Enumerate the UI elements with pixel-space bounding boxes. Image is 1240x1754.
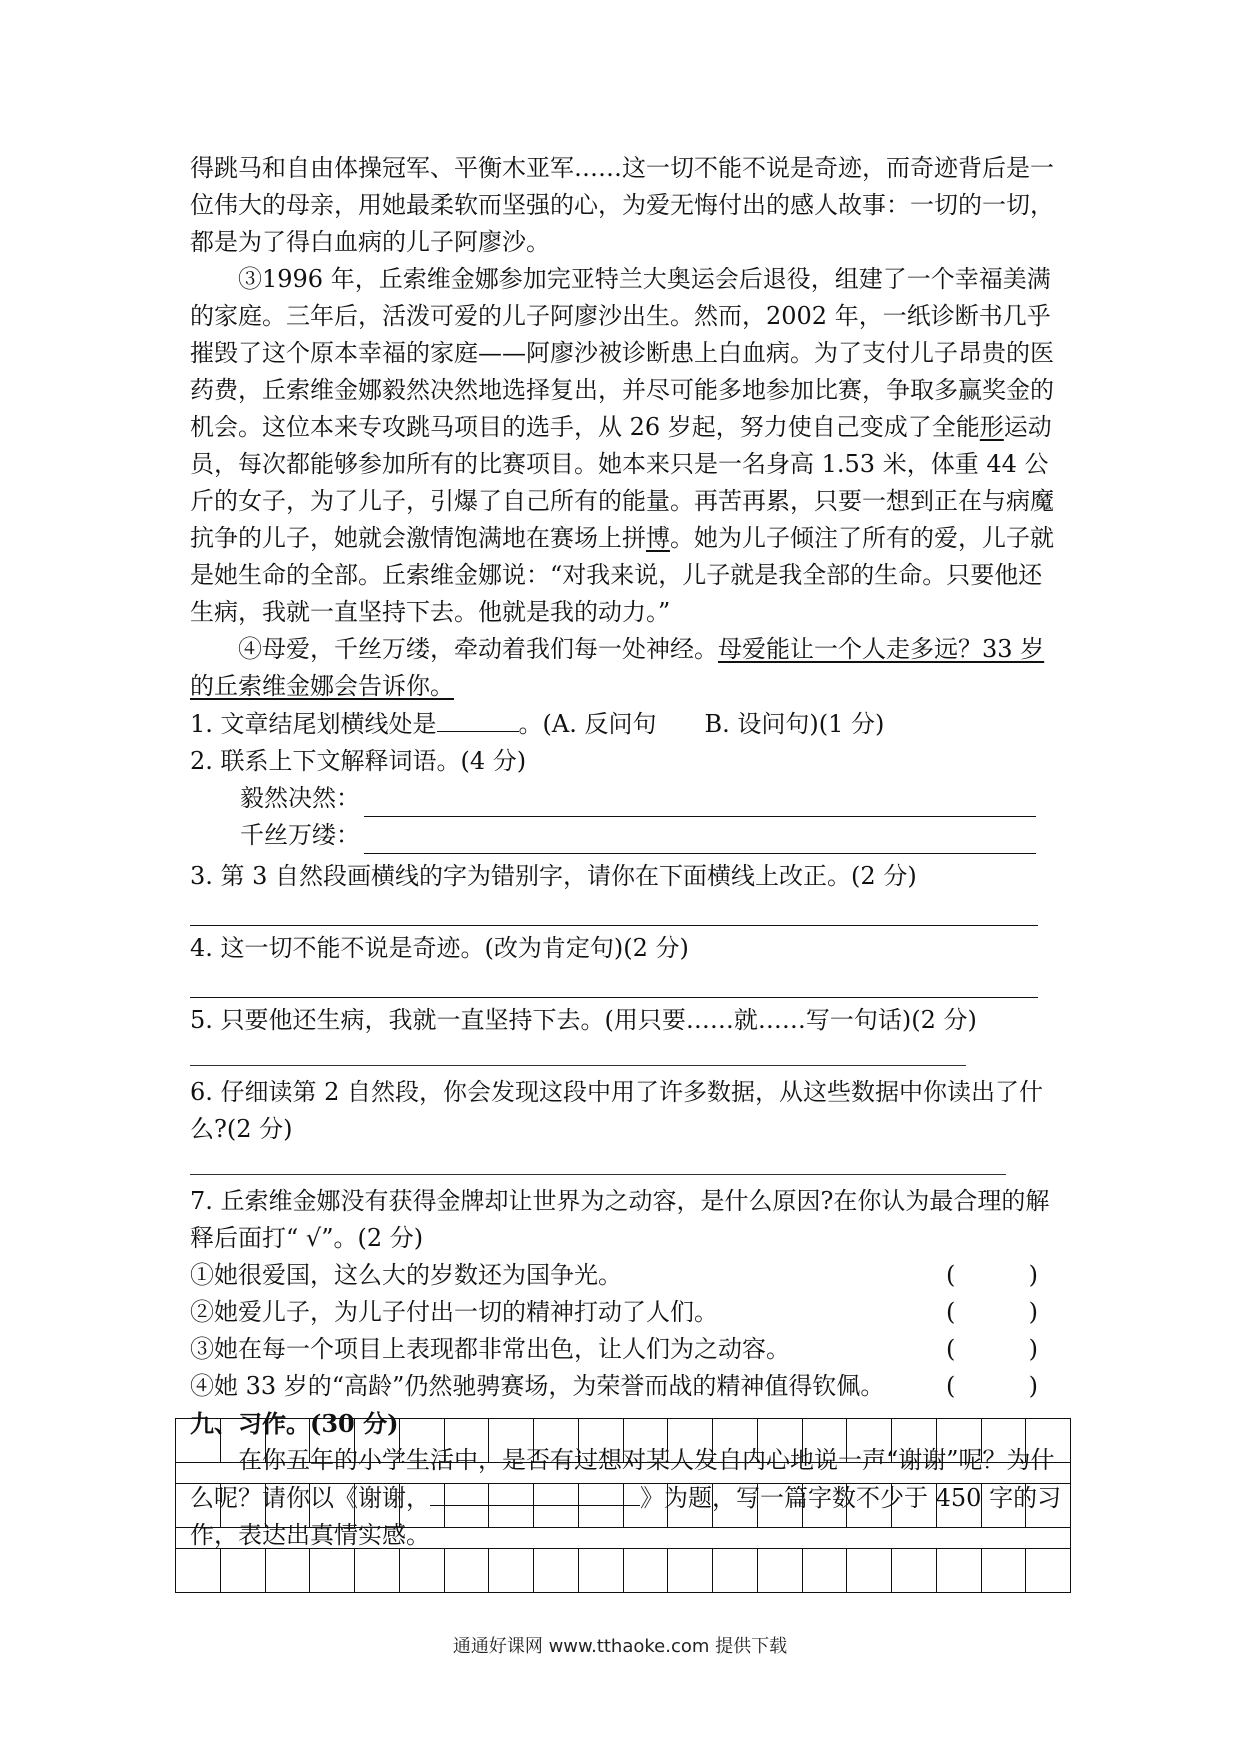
grid-row: [175, 1548, 1071, 1593]
grid-cell[interactable]: [176, 1484, 221, 1528]
grid-cell[interactable]: [624, 1549, 669, 1593]
paragraph-4: [190, 631, 1066, 705]
check-box[interactable]: [946, 1294, 1066, 1331]
grid-cell[interactable]: [803, 1484, 848, 1528]
paren: ): [1028, 1372, 1038, 1400]
paragraph-3-text-a: ③1996 年，丘索维金娜参加完亚特兰大奥运会后退役，组建了一个幸福美满的家庭。三年后，活泼可爱的儿子阿廖沙出生。然而，2002 年，一纸诊断书几乎摧毁了这个原本幸福的家庭——阿廖沙被诊断患上白血病。为了支付儿子昂贵的医药费，丘索维金娜毅然决然地选择复出，并尽可能多地参加比赛，争取多赢奖金的机会。这位本来专攻跳马项目的选手，从 26 岁起，努力使自己变成了全能: [190, 265, 1054, 441]
paragraph-3-text-b: 运动员，每次都能够参加所有的比赛项目。她本来只是一名身高 1.53 米，体重 44 公斤的女子，为了儿子，引爆了自己所有的能量。再苦再累，只要一想到正在与病魔抗争的儿子，她就会激情饱满地在赛场上拼: [190, 413, 1054, 552]
question-5: 5. 只要他还生病，我就一直坚持下去。(用只要……就……写一句话)(2 分): [190, 1006, 977, 1034]
grid-cell[interactable]: [400, 1419, 445, 1463]
grid-cell[interactable]: [310, 1484, 355, 1528]
option-text: ②她爱儿子，为儿子付出一切的精神打动了人们。: [190, 1298, 718, 1326]
option-row: [190, 1331, 1066, 1368]
grid-cell[interactable]: [803, 1549, 848, 1593]
grid-cell[interactable]: [982, 1549, 1027, 1593]
option-row: [190, 1368, 1066, 1405]
grid-gap: [175, 1528, 1071, 1548]
grid-cell[interactable]: [534, 1549, 579, 1593]
worksheet: [190, 150, 1066, 1554]
grid-cell[interactable]: [847, 1419, 892, 1463]
paren: (: [946, 1372, 956, 1400]
grid-cell[interactable]: [892, 1549, 937, 1593]
grid-cell[interactable]: [355, 1484, 400, 1528]
grid-cell[interactable]: [266, 1549, 311, 1593]
grid-cell[interactable]: [445, 1419, 490, 1463]
grid-cell[interactable]: [803, 1419, 848, 1463]
paren: ): [1028, 1261, 1038, 1289]
paren: ): [1028, 1335, 1038, 1363]
check-box[interactable]: [946, 1257, 1066, 1294]
grid-cell[interactable]: [445, 1484, 490, 1528]
typo-char-1: 形: [979, 413, 1004, 441]
grid-cell[interactable]: [1026, 1484, 1071, 1528]
answer-line[interactable]: [364, 825, 1036, 854]
grid-cell[interactable]: [489, 1419, 534, 1463]
grid-cell[interactable]: [937, 1419, 982, 1463]
grid-cell[interactable]: [266, 1419, 311, 1463]
grid-cell[interactable]: [221, 1419, 266, 1463]
grid-cell[interactable]: [1026, 1419, 1071, 1463]
question-3: 3. 第 3 自然段画横线的字为错别字，请你在下面横线上改正。(2 分): [190, 862, 917, 890]
option-row: [190, 1257, 1066, 1294]
paragraph-4-underlined: 母爱能让一个人走多远？33 岁的丘索维金娜会告诉你。: [190, 635, 1045, 700]
grid-cell[interactable]: [713, 1484, 758, 1528]
paragraph-4-text: ④母爱，千丝万缕，牵动着我们每一处神经。: [238, 635, 718, 663]
paragraph-3-text-c: 。她为儿子倾注了所有的爱，儿子就是她生命的全部。丘索维金娜说：“对我来说，儿子就是我全部的生命。只要他还生病，我就一直坚持下去。他就是我的动力。”: [190, 524, 1054, 626]
grid-cell[interactable]: [310, 1549, 355, 1593]
grid-cell[interactable]: [355, 1419, 400, 1463]
answer-line[interactable]: [190, 895, 1038, 926]
grid-cell[interactable]: [624, 1484, 669, 1528]
grid-cell[interactable]: [310, 1419, 355, 1463]
grid-cell[interactable]: [937, 1484, 982, 1528]
grid-cell[interactable]: [1026, 1549, 1071, 1593]
grid-cell[interactable]: [892, 1484, 937, 1528]
grid-cell[interactable]: [758, 1419, 803, 1463]
grid-cell[interactable]: [400, 1549, 445, 1593]
question-7: 7. 丘索维金娜没有获得金牌却让世界为之动容，是什么原因?在你认为最合理的解释后面打“ √”。(2 分): [190, 1187, 1050, 1252]
grid-cell[interactable]: [489, 1549, 534, 1593]
check-box[interactable]: [946, 1331, 1066, 1368]
grid-cell[interactable]: [713, 1419, 758, 1463]
grid-cell[interactable]: [221, 1484, 266, 1528]
option-text: ④她 33 岁的“高龄”仍然驰骋赛场，为荣誉而战的精神值得钦佩。: [190, 1372, 885, 1400]
grid-cell[interactable]: [534, 1484, 579, 1528]
grid-cell[interactable]: [221, 1549, 266, 1593]
grid-cell[interactable]: [400, 1484, 445, 1528]
grid-cell[interactable]: [713, 1549, 758, 1593]
grid-cell[interactable]: [355, 1549, 400, 1593]
answer-line[interactable]: [190, 1039, 966, 1066]
grid-cell[interactable]: [489, 1484, 534, 1528]
answer-line[interactable]: [364, 788, 1036, 817]
paren: ): [1028, 1298, 1038, 1326]
grid-cell[interactable]: [892, 1419, 937, 1463]
grid-cell[interactable]: [758, 1484, 803, 1528]
question-1-text: 1. 文章结尾划横线处是: [190, 710, 437, 738]
page-footer: 通通好课网 www.tthaoke.com 提供下载: [452, 1636, 788, 1657]
answer-line[interactable]: [190, 1148, 1006, 1175]
grid-cell[interactable]: [579, 1419, 624, 1463]
check-box[interactable]: [946, 1368, 1066, 1405]
grid-cell[interactable]: [758, 1549, 803, 1593]
prompt-text-b: 》为题，写一篇字数不少于 450 字的习作，表达出真情实感。: [190, 1484, 1062, 1549]
grid-cell[interactable]: [937, 1549, 982, 1593]
question-2: 2. 联系上下文解释词语。(4 分): [190, 747, 527, 775]
grid-cell[interactable]: [847, 1484, 892, 1528]
answer-line[interactable]: [190, 967, 1038, 998]
option-text: ③她在每一个项目上表现都非常出色，让人们为之动容。: [190, 1335, 790, 1363]
grid-cell[interactable]: [579, 1484, 624, 1528]
question-6: 6. 仔细读第 2 自然段，你会发现这段中用了许多数据，从这些数据中你读出了什么?(2 分): [190, 1078, 1044, 1143]
grid-cell[interactable]: [668, 1549, 713, 1593]
grid-cell[interactable]: [982, 1419, 1027, 1463]
grid-cell[interactable]: [176, 1419, 221, 1463]
grid-cell[interactable]: [445, 1549, 490, 1593]
grid-cell[interactable]: [176, 1549, 221, 1593]
definition-row-1: [190, 780, 1066, 817]
paragraph-3: [190, 261, 1066, 631]
grid-cell[interactable]: [579, 1549, 624, 1593]
paren: (: [946, 1298, 956, 1326]
question-1-options: 。(A. 反问句 B. 设问句)(1 分): [518, 710, 885, 738]
grid-cell[interactable]: [668, 1419, 713, 1463]
paragraph-2-tail: 得跳马和自由体操冠军、平衡木亚军……这一切不能不说是奇迹，而奇迹背后是一位伟大的母亲，用她最柔软而坚强的心，为爱无悔付出的感人故事：一切的一切，都是为了得白血病的儿子阿廖沙。: [190, 154, 1054, 256]
grid-cell[interactable]: [266, 1484, 311, 1528]
term-label: 千丝万缕：: [240, 821, 360, 849]
paren: (: [946, 1261, 956, 1289]
writing-grid[interactable]: [175, 1418, 1071, 1593]
grid-row: [175, 1418, 1071, 1463]
grid-gap: [175, 1463, 1071, 1483]
grid-cell[interactable]: [982, 1484, 1027, 1528]
option-text: ①她很爱国，这么大的岁数还为国争光。: [190, 1261, 622, 1289]
term-label: 毅然决然：: [240, 784, 360, 812]
grid-cell[interactable]: [847, 1549, 892, 1593]
grid-row: [175, 1483, 1071, 1528]
prompt-text-a: 在你五年的小学生活中，是否有过想对某人发自内心地说一声“谢谢”呢？为什么呢？请你以《谢谢，: [190, 1446, 1055, 1512]
question-4: 4. 这一切不能不说是奇迹。(改为肯定句)(2 分): [190, 934, 689, 962]
composition-heading: 九、习作。(30 分): [190, 1409, 399, 1438]
grid-cell[interactable]: [534, 1419, 579, 1463]
question-1: [190, 705, 1066, 743]
answer-blank-1[interactable]: [437, 705, 519, 732]
typo-char-2: 博: [646, 524, 670, 552]
paren: (: [946, 1335, 956, 1363]
option-row: [190, 1294, 1066, 1331]
grid-cell[interactable]: [668, 1484, 713, 1528]
definition-row-2: [190, 817, 1066, 854]
grid-cell[interactable]: [624, 1419, 669, 1463]
